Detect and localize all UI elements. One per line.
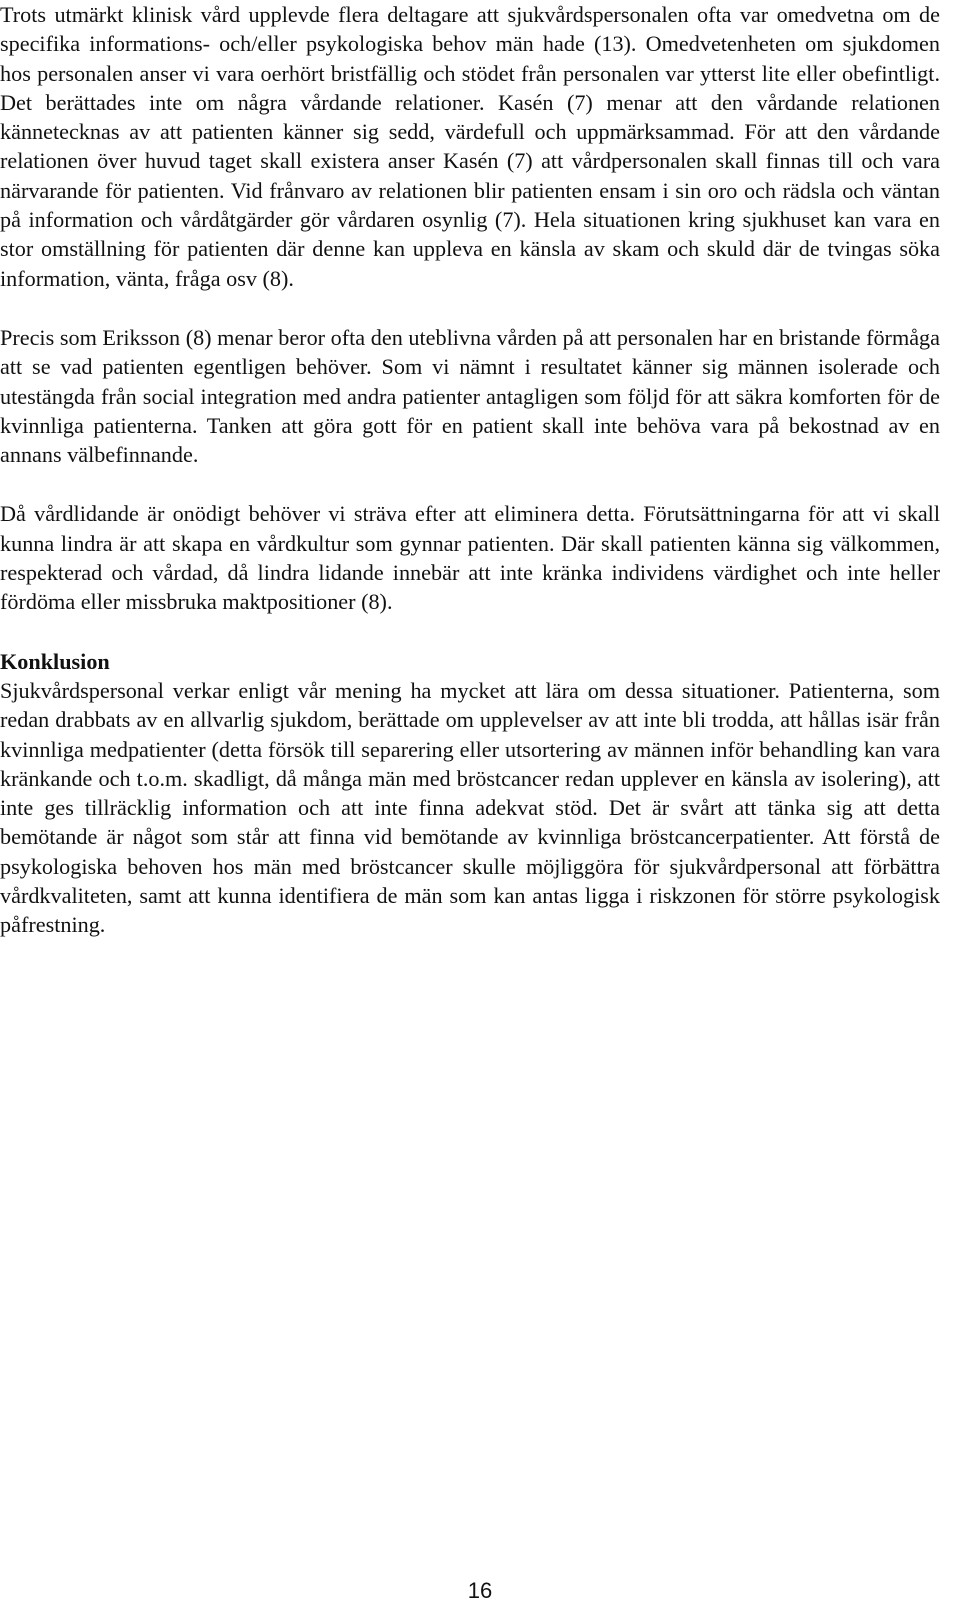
page-number: 16 <box>467 1578 493 1603</box>
paragraph-care-relations: Trots utmärkt klinisk vård upplevde flera deltagare att sjukvårdspersonalen ofta var omedvetna om de specifika informations- och/eller psykologiska behov män hade (13). Omedvetenheten om sjukdomen hos personalen anser vi vara oerhört bristfällig och stödet från personalen var ytterst lite eller obefintligt. Det berättades inte om några vårdande relationer. Kasén (7) menar att den vårdande relationen kännetecknas av att patienten känner sig sedd, värdefull och uppmärksammad. För att den vårdande relationen över huvud taget skall existera anser Kasén (7) att vårdpersonalen skall finnas till och vara närvarande för patienten. Vid frånvaro av relationen blir patienten ensam i sin oro och rädsla och väntan på information och vårdåtgärder gör vårdaren osynlig (7). Hela situationen kring sjukhuset kan vara en stor omställning för patienten där denne kan uppleva en känsla av skam och skuld där de tvingas söka information, vänta, fråga osv (8). <box>0 2 940 291</box>
paragraph-conclusion: Sjukvårdspersonal verkar enligt vår mening ha mycket att lära om dessa situationer. Patienterna, som redan drabbats av en allvarlig sjukdom, berättade om upplevelser av att inte bli trodda, att hållas isär från kvinnliga medpatienter (detta försök till separering eller utsortering av männen inför behandling kan vara kränkande och t.o.m. skadligt, då många män med bröstcancer redan upplever en känsla av isolering), att inte ges tillräcklig information och att inte finna adekvat stöd. Det är svårt att tänka sig att detta bemötande är något som står att finna vid bemötande av kvinnliga bröstcancerpatienter. Att förstå de psykologiska behoven hos män med bröstcancer skulle möjliggöra för sjukvårdpersonal att förbättra vårdkvaliteten, samt att kunna identifiera de män som kan antas ligga i riskzonen för större psykologisk påfrestning. <box>0 677 940 938</box>
paragraph-care-suffering: Då vårdlidande är onödigt behöver vi sträva efter att eliminera detta. Förutsättningarna för att vi skall kunna lindra är att skapa en vårdkultur som gynnar patienten. Där skall patienten känna sig välkommen, respekterad och vårdad, då lindra lidande innebär att inte kränka individens värdighet och inte heller fördöma eller missbruka maktpositioner (8). <box>0 501 940 615</box>
paragraph-lack-of-care: Precis som Eriksson (8) menar beror ofta den uteblivna vården på att personalen har en bristande förmåga att se vad patienten egentligen behöver. Som vi nämnt i resultatet känner sig männen isolerade och utestängda från social integration med andra patienter antagligen som följd för att säkra komforten för de kvinnliga patienterna. Tanken att göra gott för en patient skall inte behöva vara på bekostnad av en annans välbefinnande. <box>0 324 940 468</box>
section-heading-conclusion: Konklusion <box>0 648 110 674</box>
